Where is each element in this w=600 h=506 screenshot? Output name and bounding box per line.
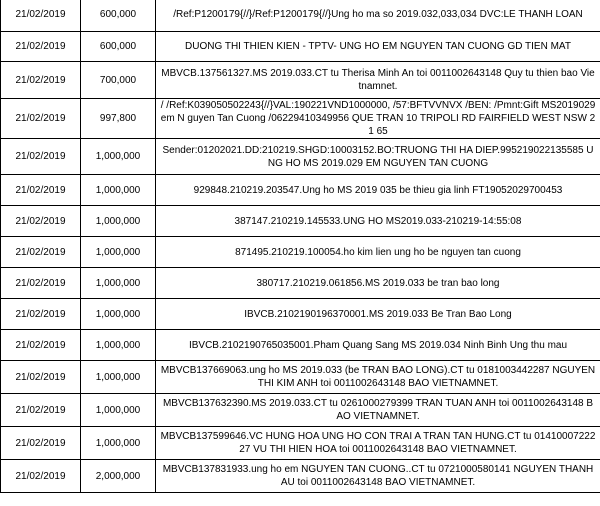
amount-cell: 2,000,000 [81, 460, 156, 493]
description-cell: MBVCB137669063.ung ho MS 2019.033 (be TRAN BAO LONG).CT tu 0181003442287 NGUYEN THI KIM ANH toi 0011002643148 BAO VIETNAMNET. [156, 361, 600, 394]
amount-cell: 1,000,000 [81, 330, 156, 361]
date-cell: 21/02/2019 [1, 361, 81, 394]
table-row [1, 206, 600, 237]
table-row [1, 427, 600, 460]
date-cell: 21/02/2019 [1, 460, 81, 493]
date-cell: 21/02/2019 [1, 0, 81, 32]
amount-cell: 1,000,000 [81, 299, 156, 330]
date-cell: 21/02/2019 [1, 268, 81, 299]
table-row [1, 268, 600, 299]
description-cell: MBVCB137831933.ung ho em NGUYEN TAN CUONG..CT tu 0721000580141 NGUYEN THANH AU toi 0011002643148 BAO VIETNAMNET. [156, 460, 600, 493]
description-cell: 871495.210219.100054.ho kim lien ung ho be nguyen tan cuong [156, 237, 600, 268]
amount-cell: 600,000 [81, 0, 156, 32]
amount-cell: 1,000,000 [81, 268, 156, 299]
amount-cell: 1,000,000 [81, 361, 156, 394]
amount-cell: 600,000 [81, 32, 156, 62]
table-row [1, 62, 600, 99]
description-cell: IBVCB.2102190765035001.Pham Quang Sang MS 2019.034 Ninh Binh Ung thu mau [156, 330, 600, 361]
amount-cell: 700,000 [81, 62, 156, 99]
description-cell: / /Ref:K039050502243{//}VAL:190221VND1000000, /57:BFTVVNVX /BEN: /Pmnt:Gift MS2019029 em N guyen Tan Cuong /06229410349956 QUE TRAN 10 TRIPOLI RD FAIRFIELD WEST NSW 21 65 [156, 99, 600, 139]
table-row [1, 175, 600, 206]
date-cell: 21/02/2019 [1, 175, 81, 206]
description-cell: 387147.210219.145533.UNG HO MS2019.033-210219-14:55:08 [156, 206, 600, 237]
transaction-table-body [1, 0, 600, 493]
date-cell: 21/02/2019 [1, 62, 81, 99]
table-row [1, 237, 600, 268]
description-cell: MBVCB137599646.VC HUNG HOA UNG HO CON TRAI A TRAN TAN HUNG.CT tu 0141000722227 VU THI HIEN HOA toi 0011002643148 BAO VIETNAMNET. [156, 427, 600, 460]
table-row [1, 0, 600, 32]
amount-cell: 1,000,000 [81, 175, 156, 206]
date-cell: 21/02/2019 [1, 427, 81, 460]
amount-cell: 1,000,000 [81, 427, 156, 460]
amount-cell: 1,000,000 [81, 206, 156, 237]
date-cell: 21/02/2019 [1, 330, 81, 361]
amount-cell: 997,800 [81, 99, 156, 139]
description-cell: Sender:01202021.DD:210219.SHGD:10003152.BO:TRUONG THI HA DIEP.995219022135585 UNG HO MS 2019.029 EM NGUYEN TAN CUONG [156, 139, 600, 175]
date-cell: 21/02/2019 [1, 237, 81, 268]
amount-cell: 1,000,000 [81, 139, 156, 175]
table-row [1, 330, 600, 361]
date-cell: 21/02/2019 [1, 99, 81, 139]
description-cell: 380717.210219.061856.MS 2019.033 be tran bao long [156, 268, 600, 299]
table-row [1, 139, 600, 175]
table-row [1, 32, 600, 62]
table-row [1, 99, 600, 139]
date-cell: 21/02/2019 [1, 139, 81, 175]
description-cell: MBVCB137632390.MS 2019.033.CT tu 0261000279399 TRAN TUAN ANH toi 0011002643148 BAO VIETNAMNET. [156, 394, 600, 427]
amount-cell: 1,000,000 [81, 394, 156, 427]
description-cell: 929848.210219.203547.Ung ho MS 2019 035 be thieu gia linh FT19052029700453 [156, 175, 600, 206]
table-row [1, 299, 600, 330]
date-cell: 21/02/2019 [1, 394, 81, 427]
description-cell: DUONG THI THIEN KIEN - TPTV- UNG HO EM NGUYEN TAN CUONG GD TIEN MAT [156, 32, 600, 62]
amount-cell: 1,000,000 [81, 237, 156, 268]
date-cell: 21/02/2019 [1, 32, 81, 62]
table-row [1, 460, 600, 493]
description-cell: MBVCB.137561327.MS 2019.033.CT tu Therisa Minh An toi 0011002643148 Quy tu thien bao Vietnamnet. [156, 62, 600, 99]
date-cell: 21/02/2019 [1, 206, 81, 237]
table-row [1, 361, 600, 394]
date-cell: 21/02/2019 [1, 299, 81, 330]
description-cell: IBVCB.2102190196370001.MS 2019.033 Be Tran Bao Long [156, 299, 600, 330]
table-row [1, 394, 600, 427]
description-cell: /Ref:P1200179{//}/Ref:P1200179{//}Ung ho ma so 2019.032,033,034 DVC:LE THANH LOAN [156, 0, 600, 32]
